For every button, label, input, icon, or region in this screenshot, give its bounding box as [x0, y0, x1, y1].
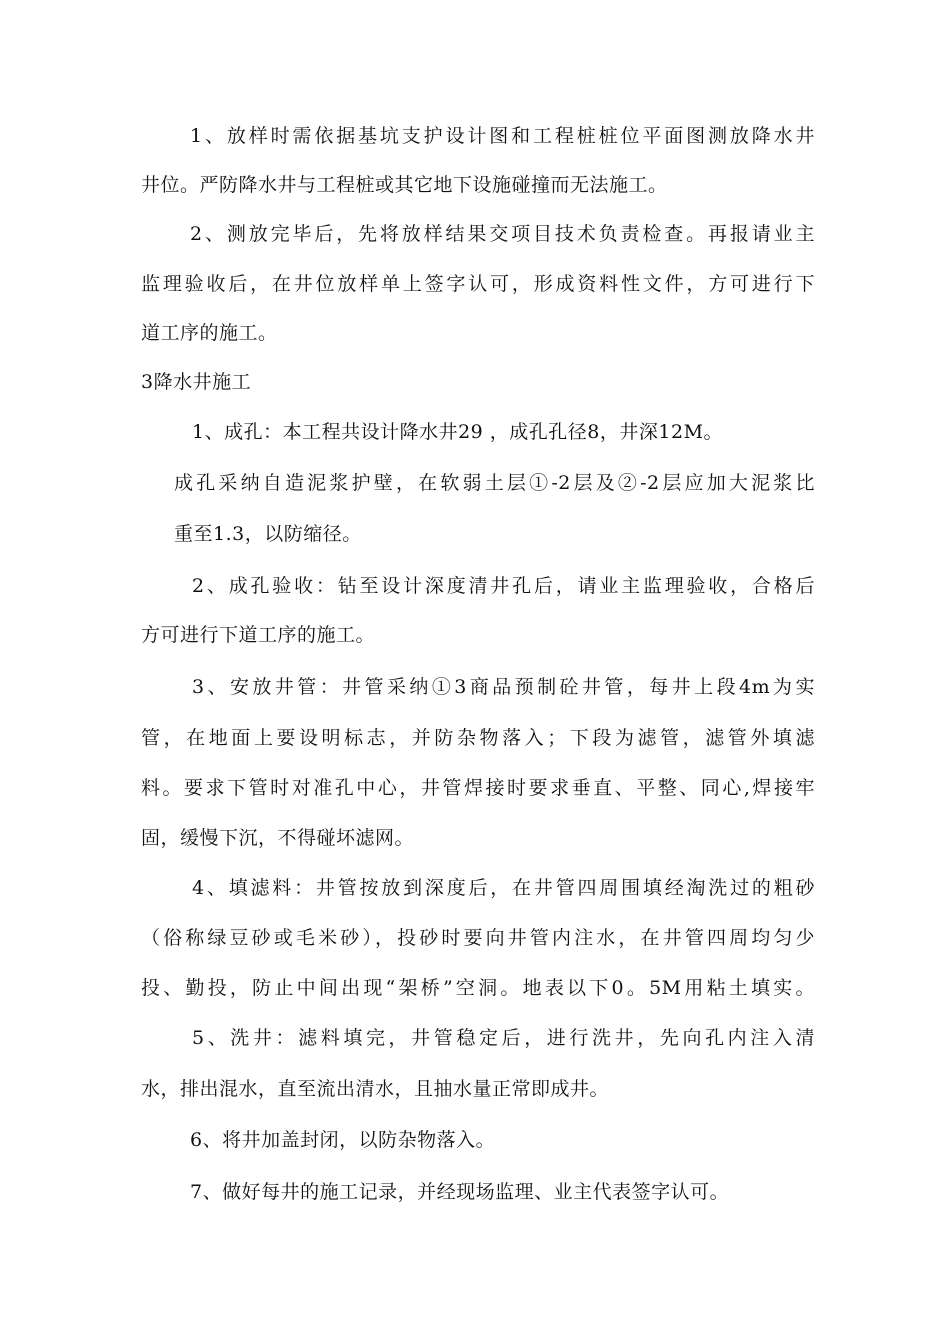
text-line: 6、将井加盖封闭，以防杂物落入。 [190, 1129, 496, 1151]
text-line: 5、洗井：滤料填完，井管稳定后，进行洗井，先向孔内注入清 [192, 1027, 815, 1049]
text-line: 2、成孔验收：钻至设计深度清井孔后，请业主监理验收，合格后 [192, 575, 815, 597]
text-line: （俗称绿豆砂或毛米砂），投砂时要向井管内注水，在井管四周均匀少 [141, 927, 815, 949]
text-line: 4、填滤料：井管按放到深度后，在井管四周围填经淘洗过的粗砂 [192, 877, 815, 899]
text-line: 3、安放井管：井管采纳①3商品预制砼井管，每井上段4m为实 [192, 676, 815, 698]
section-heading: 3降水井施工 [141, 371, 252, 393]
text-line: 固，缓慢下沉，不得碰坏滤网。 [141, 827, 415, 849]
text-line: 1、放样时需依据基坑支护设计图和工程桩桩位平面图测放降水井 [190, 125, 815, 147]
text-line: 水，排出混水，直至流出清水，且抽水量正常即成井。 [141, 1078, 610, 1100]
text-line: 方可进行下道工序的施工。 [141, 624, 376, 646]
text-line: 成孔采纳自造泥浆护壁，在软弱土层①-2层及②-2层应加大泥浆比 [174, 472, 815, 494]
text-line: 料。要求下管时对准孔中心，井管焊接时要求垂直、平整、同心,焊接牢 [141, 777, 815, 799]
text-line: 投、勤投，防止中间出现“架桥”空洞。地表以下0。5M用粘土填实。 [141, 977, 815, 999]
text-line: 1、成孔：本工程共设计降水井29 ，成孔孔径8，井深12M。 [192, 421, 724, 443]
text-line: 道工序的施工。 [141, 322, 278, 344]
text-line: 重至1.3，以防缩径。 [174, 523, 362, 545]
text-line: 2、测放完毕后，先将放样结果交项目技术负责检查。再报请业主 [190, 223, 815, 245]
text-line: 管，在地面上要设明标志，并防杂物落入；下段为滤管，滤管外填滤 [141, 727, 815, 749]
text-line: 监理验收后，在井位放样单上签字认可，形成资料性文件，方可进行下 [141, 273, 815, 295]
text-line: 7、做好每井的施工记录，并经现场监理、业主代表签字认可。 [190, 1181, 730, 1203]
text-line: 井位。严防降水井与工程桩或其它地下设施碰撞而无法施工。 [141, 174, 668, 196]
